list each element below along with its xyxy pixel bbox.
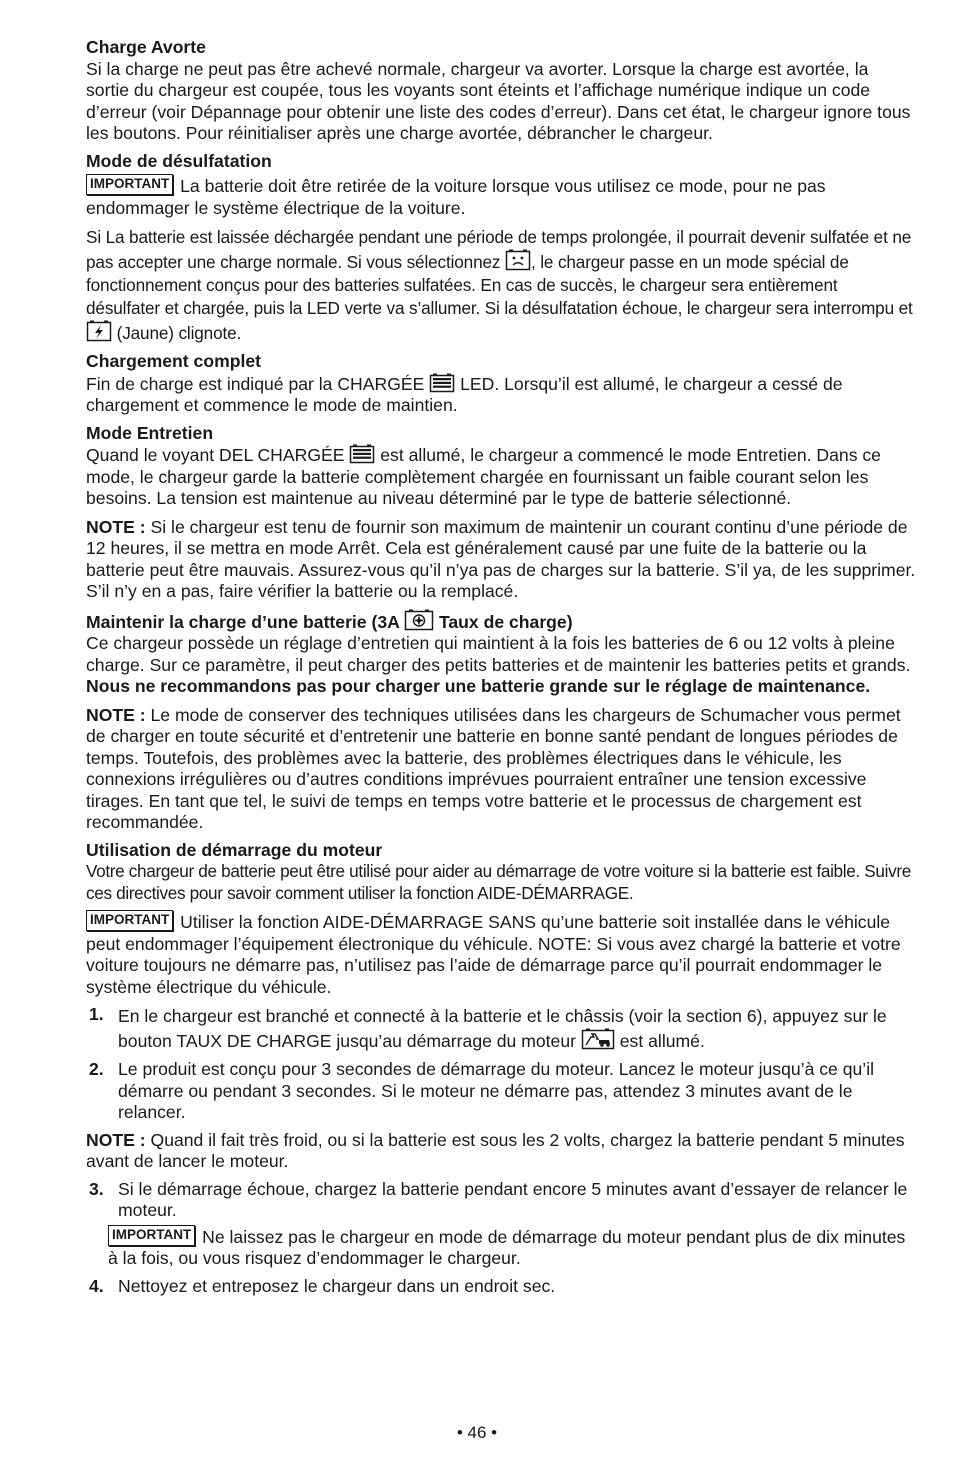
important-text: La batterie doit être retirée de la voiture lorsque vous utilisez ce mode, pour ne pas endommager le système électrique de la voiture. bbox=[86, 176, 826, 218]
note-text: Si le chargeur est tenu de fournir son maximum de maintenir un courant continu d’une période de 12 heures, il se mettra en mode Arrêt. Cela est généralement causé par une fuite de la batterie ou la batterie peut être mauvais. Assurez-vous qu’il n’ya pas de charges sur la batterie. S’il ya, de les supprimer. S’il n’y en a pas, faire vérifier la batterie ou la remplacé. bbox=[86, 516, 916, 601]
steps-list-3 bbox=[86, 1276, 916, 1298]
heading-desulfatation: Mode de désulfatation bbox=[86, 150, 272, 171]
heading-demarrage-moteur: Utilisation de démarrage du moteur bbox=[86, 839, 383, 860]
list-item bbox=[86, 1004, 916, 1053]
note-text: Le mode de conserver des techniques utilisées dans les chargeurs de Schumacher vous permet de charger en toute sécurité et d’entretenir une batterie en bonne santé pendant de longues périodes de temps. Toutefois, des problèmes avec la batterie, des problèmes électriques dans le véhicule, les connexions irrégulières ou d’autres conditions imprévues pourraient entraîner une tension excessive tirages. En tant que tel, le suivi de temps en temps votre batterie et le processus de chargement est recommandée. bbox=[86, 704, 901, 832]
list-number: 2. bbox=[89, 1059, 104, 1079]
important-demarrage bbox=[86, 910, 916, 998]
entretien-text-1: Quand le voyant DEL CHARGÉE bbox=[86, 445, 350, 465]
step-text: Si le démarrage échoue, chargez la batterie pendant encore 5 minutes avant d’essayer de relancer le moteur. bbox=[118, 1178, 908, 1220]
desulf-text-2: , le chargeur passe en un mode spécial de fonctionnement conçus pour des batteries sulfatées. En cas de succès, le chargeur sera entièrement désulfater et chargée, puis la LED verte va s’allumer. Si la désulfatation échoue, le chargeur sera interrompu et bbox=[86, 252, 913, 318]
complet-text-1: Fin de charge est indiqué par la CHARGÉE bbox=[86, 373, 430, 394]
heading-maintenir-charge bbox=[86, 609, 916, 634]
entretien-text-2: est allumé, le chargeur a commencé le mode Entretien. Dans ce mode, le chargeur garde la batterie complètement chargée en fournissant un faible courant selon les besoins. La tension est maintenue au niveau déterminé par le type de batterie sélectionné. bbox=[86, 445, 881, 508]
maintenir-heading-a: Maintenir la charge d’une batterie (3A bbox=[86, 611, 405, 632]
manual-page bbox=[86, 37, 916, 1303]
heading-charge-avorte: Charge Avorte bbox=[86, 37, 206, 57]
full-battery-icon bbox=[429, 373, 455, 393]
section-chargement-complet bbox=[86, 351, 916, 417]
paragraph-desulfatation bbox=[86, 226, 916, 345]
paragraph-chargement-complet bbox=[86, 373, 916, 417]
engine-start-icon bbox=[581, 1028, 615, 1050]
important-desulfatation bbox=[86, 174, 916, 219]
sad-battery-icon bbox=[505, 249, 531, 271]
section-mode-entretien bbox=[86, 423, 916, 603]
section-desulfatation bbox=[86, 151, 916, 346]
maintenir-heading-b: Taux de charge) bbox=[434, 611, 573, 632]
important-text: Ne laissez pas le chargeur en mode de démarrage du moteur pendant plus de dix minutes à la fois, ou vous risquez d’endommager le chargeur. bbox=[108, 1226, 906, 1268]
complet-text-2: LED. Lorsqu’il est allumé, le chargeur a cessé de chargement et commence le mode de maintien. bbox=[86, 373, 843, 415]
list-number: 4. bbox=[89, 1275, 104, 1296]
paragraph-mode-entretien bbox=[86, 444, 916, 510]
maintenir-warning: Nous ne recommandons pas pour charger une batterie grande sur le réglage de maintenance. bbox=[86, 676, 871, 696]
paragraph-maintenir-charge bbox=[86, 633, 916, 698]
note-entretien bbox=[86, 517, 916, 603]
note-demarrage bbox=[86, 1130, 916, 1173]
section-charge-avorte bbox=[86, 37, 916, 145]
steps-list bbox=[86, 1004, 916, 1124]
note-label: NOTE : bbox=[86, 1129, 146, 1150]
important-badge: IMPORTANT bbox=[108, 1225, 195, 1246]
list-item bbox=[86, 1059, 916, 1124]
section-maintenir-charge bbox=[86, 609, 916, 834]
paragraph-charge-avorte: Si la charge ne peut pas être achevé normale, chargeur va avorter. Lorsque la charge est avortée, la sortie du chargeur est coupée, tous les voyants sont éteints et l’affichage numérique indique un code d’erreur (voir Dépannage pour obtenir une liste des codes d’erreur). Dans cet état, le chargeur ignore tous les boutons. Pour réinitialiser après une charge avortée, débrancher le chargeur. bbox=[86, 58, 911, 143]
list-number: 3. bbox=[89, 1178, 104, 1199]
list-item bbox=[86, 1179, 916, 1222]
step-text: Nettoyez et entreposez le chargeur dans un endroit sec. bbox=[118, 1275, 556, 1296]
desulf-text-3: (Jaune) clignote. bbox=[112, 323, 242, 343]
steps-list-2 bbox=[86, 1179, 916, 1222]
important-text: Utiliser la fonction AIDE-DÉMARRAGE SANS qu’une batterie soit installée dans le véhicule peut endommager l’équipement électronique du véhicule. NOTE: Si vous avez chargé la batterie et votre voiture toujours ne démarre pas, n’utilisez pas l’aide de démarrage parce qu’il pourrait endommager le système électrique du véhicule. bbox=[86, 912, 901, 997]
step-text: En le chargeur est branché et connecté à la batterie et le châssis (voir la section 6), appuyez sur le bouton TAUX DE CHARGE jusqu’au démarrage du moteur bbox=[118, 1006, 887, 1051]
page-number: • 46 • bbox=[456, 1423, 498, 1442]
list-number: 1. bbox=[89, 1004, 104, 1024]
section-demarrage-moteur bbox=[86, 840, 916, 1298]
list-item bbox=[86, 1276, 916, 1298]
step-text: Le produit est conçu pour 3 secondes de démarrage du moteur. Lancez le moteur jusqu’à ce qu’il démarre ou pendant 3 secondes. Si le moteur ne démarre pas, attendez 3 minutes avant de le relancer. bbox=[118, 1059, 875, 1122]
lightning-battery-icon bbox=[86, 320, 112, 342]
important-badge: IMPORTANT bbox=[86, 174, 173, 195]
heading-chargement-complet: Chargement complet bbox=[86, 351, 261, 371]
note-text: Quand il fait très froid, ou si la batterie est sous les 2 volts, chargez la batterie pendant 5 minutes avant de lancer le moteur. bbox=[86, 1129, 905, 1171]
paragraph-demarrage-moteur: Votre chargeur de batterie peut être utilisé pour aider au démarrage de votre voiture si la batterie est faible. Suivre ces directives pour savoir comment utiliser la fonction AIDE-DÉMARRAGE. bbox=[86, 861, 911, 903]
note-label: NOTE : bbox=[86, 516, 146, 537]
maintain-battery-icon bbox=[404, 609, 434, 631]
important-demarrage-2 bbox=[86, 1225, 916, 1270]
maintenir-text: Ce chargeur possède un réglage d’entretien qui maintient à la fois les batteries de 6 ou 12 volts à pleine charge. Sur ce paramètre, il peut charger des petits batteries et de maintenir les batteries petits et grands. bbox=[86, 633, 911, 675]
note-label: NOTE : bbox=[86, 704, 146, 725]
desulf-text-1: Si La batterie est laissée déchargée pendant une période de temps prolongée, il pourrait devenir sulfatée et ne pas accepter une charge normale. Si vous sélectionnez bbox=[86, 227, 912, 272]
heading-mode-entretien: Mode Entretien bbox=[86, 422, 214, 443]
step-text-end: est allumé. bbox=[614, 1031, 705, 1051]
note-maintenir bbox=[86, 705, 916, 834]
full-battery-icon bbox=[349, 444, 375, 464]
important-badge: IMPORTANT bbox=[86, 910, 173, 931]
